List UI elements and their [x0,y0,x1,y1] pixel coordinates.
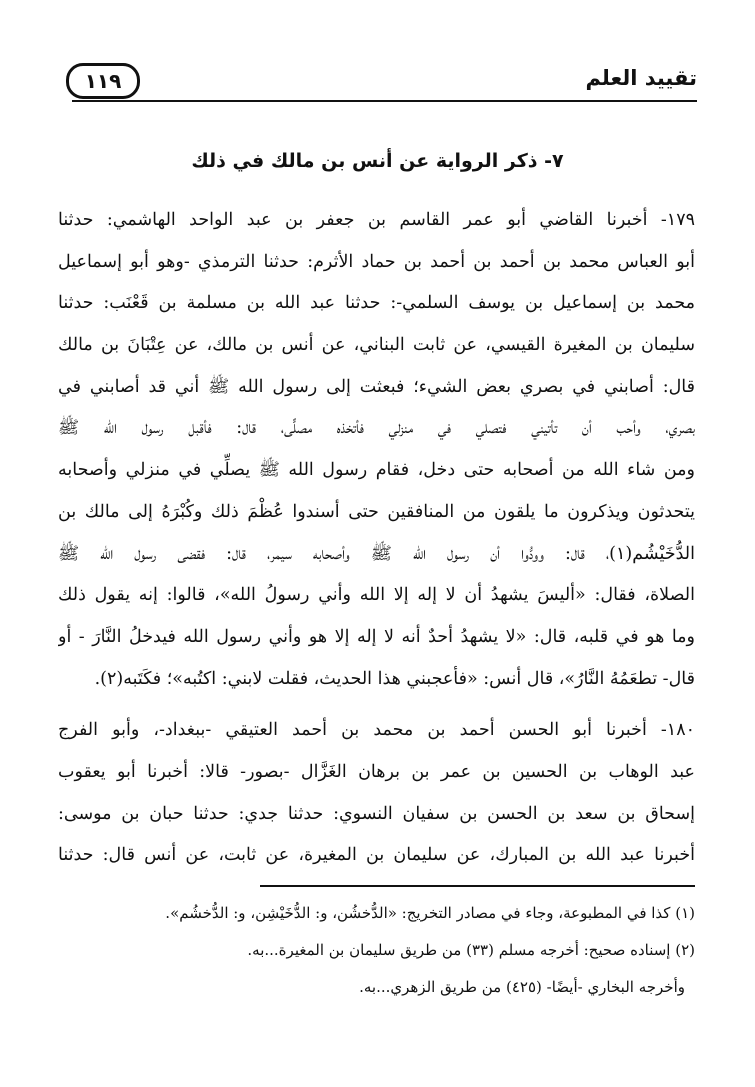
text-line: أخبرنا عبد الله بن المبارك، عن سليمان بن المغيرة، عن ثابت، عن أنس قال: حدثنا [58,845,695,866]
text-line: محمد بن إسماعيل بن يوسف السلمي-: حدثنا عبد الله بن مسلمة بن قَعْنَب: حدثنا [58,293,695,314]
footnotes [58,895,695,1006]
text-line: ١٨٠- أخبرنا أبو الحسن أحمد بن محمد بن أحمد العتيقي -ببغداد-، وأبو الفرج [58,720,695,741]
text-line: بصري، وأحب أن تأتيني فتصلي في منزلي فأتخذه مصلًّى، قال: فأقبل رسول الله ﷺ [58,418,695,439]
header-rule [72,100,697,102]
text-line: عبد الوهاب بن الحسين بن عمر بن برهان الغَزَّال -بصور- قالا: أخبرنا أبو يعقوب [58,761,695,782]
text-line: الدُّخَيْشُم(١)، قال: وودُّوا أن رسول الله ﷺ وأصحابه سيمر، قال: فقضى رسول الله ﷺ [58,543,695,564]
text-line: قال- تطعَمُهُ النَّارُ»، قال أنس: «فأعجبني هذا الحديث، فقلت لابني: اكتُبه»؛ فكَتَبه(٢). [94,668,695,689]
footnote-rule [260,885,695,887]
text-line: ١٧٩- أخبرنا القاضي أبو عمر القاسم بن جعفر بن عبد الواحد الهاشمي: حدثنا [58,210,695,230]
footnote-2-continuation: وأخرجه البخاري -أيضًا- (٤٢٥) من طريق الزهري...به. [359,978,685,996]
text-line: إسحاق بن سعد بن الحسن بن سفيان النسوي: حدثنا جدي: حدثنا حبان بن موسى: [58,803,695,824]
page-number-badge: ١١٩ [66,63,140,99]
footnote-1: (١) كذا في المطبوعة، وجاء في مصادر التخريج: «الدُّخشُن، و: الدُّخَيْشِن، و: الدُّخشُم». [165,904,695,922]
text-line: أبو العباس محمد بن أحمد بن أحمد بن حماد الأثرم: حدثنا الترمذي -وهو أبو إسماعيل [58,251,695,272]
section-title: ٧- ذكر الرواية عن أنس بن مالك في ذلك [191,150,564,172]
body-text [58,200,695,877]
text-line: الصلاة، فقال: «أليسَ يشهدُ أن لا إله إلا الله وأني رسولُ الله»، قالوا: إنه يقول ذلك [58,585,695,606]
text-line: قال: أصابني في بصري بعض الشيء؛ فبعثت إلى رسول الله ﷺ أني قد أصابني في [58,376,695,397]
text-line: سليمان بن المغيرة القيسي، عن ثابت البناني، عن أنس بن مالك، عن عِتْبَانَ بن مالك [58,335,695,356]
footnote-2: (٢) إسناده صحيح: أخرجه مسلم (٣٣) من طريق سليمان بن المغيرة...به. [247,941,695,959]
running-head-title: تقييد العلم [585,66,697,90]
text-line: وما هو في قلبه، قال: «لا يشهدُ أحدٌ أنه لا إله إلا هو وأني رسول الله فيدخلُ النَّارَ - أو [58,626,695,647]
text-line: ومن شاء الله من أصحابه حتى دخل، فقام رسول الله ﷺ يصلِّي في منزلي وأصحابه [58,460,695,481]
text-line: يتحدثون ويذكرون ما يلقون من المنافقين حتى أسندوا عُظْمَ ذلك وكُبْرَهُ إلى مالك بن [58,501,695,522]
